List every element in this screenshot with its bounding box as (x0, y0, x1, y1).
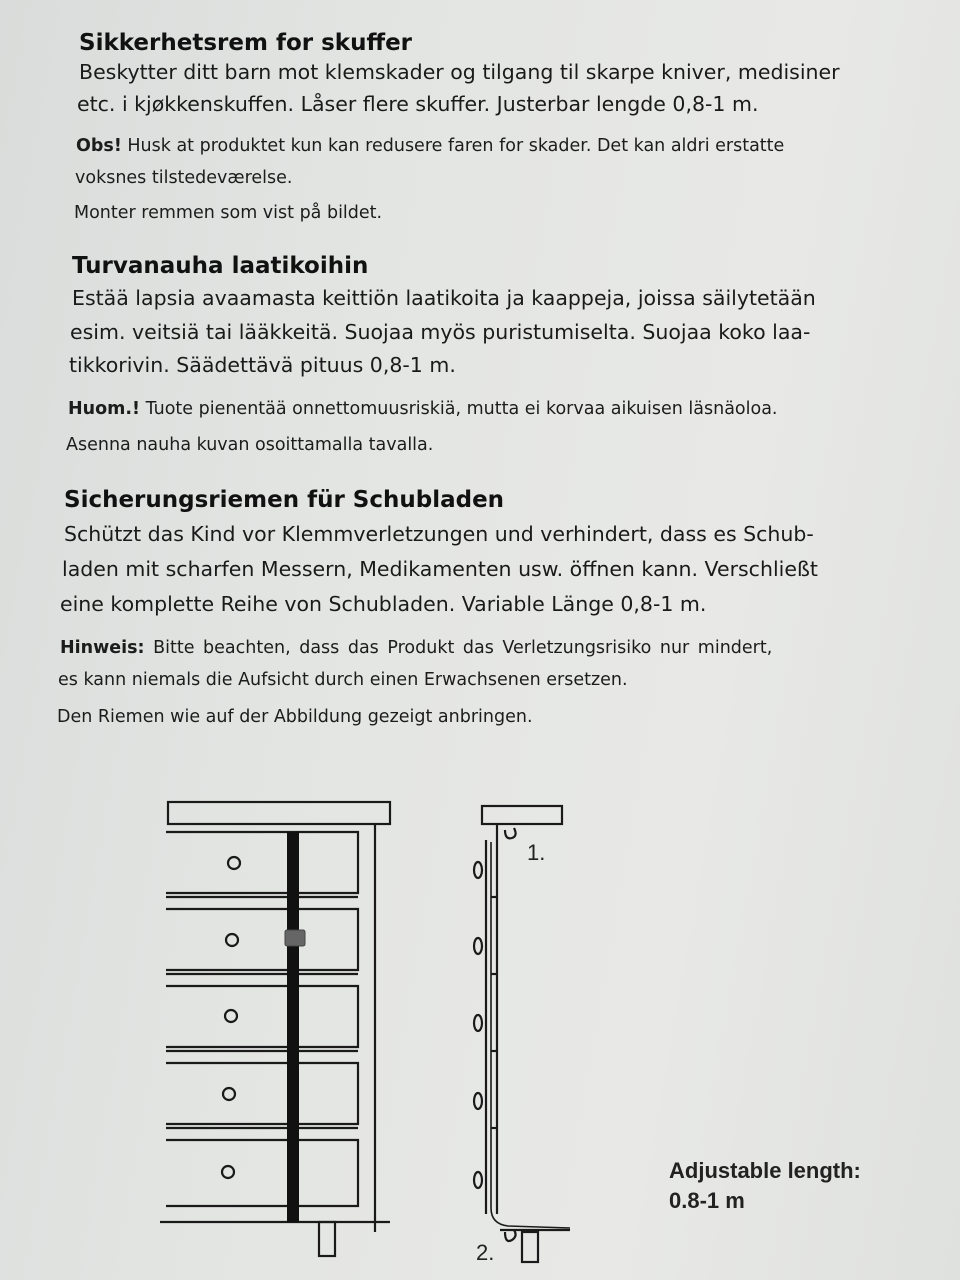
side-strap (491, 842, 570, 1228)
section-body-line: Estää lapsia avaamasta keittiön laatikoita ja kaappeja, joissa säilytetään (72, 286, 816, 310)
note-label: Huom.! (68, 399, 140, 419)
step-one-label: 1. (527, 840, 546, 865)
step-two-label: 2. (476, 1240, 495, 1265)
cabinet-foot (319, 1222, 335, 1256)
note-text: Husk at produktet kun kan redusere faren for skader. Det kan aldri erstatte (127, 136, 785, 156)
strap-buckle (285, 930, 305, 946)
mount-instruction: Monter remmen som vist på bildet. (74, 203, 383, 223)
note-label: Hinweis: (60, 638, 145, 658)
drawer-knob (226, 934, 238, 946)
drawer-knob (225, 1010, 237, 1022)
note-text-continued: es kann niemals die Aufsicht durch einen Erwachsenen ersetzen. (58, 670, 628, 690)
side-foot (522, 1232, 538, 1262)
drawer-front (166, 986, 358, 1047)
adjustable-length-label: Adjustable length: (669, 1158, 861, 1183)
strap-hook-bottom (505, 1230, 516, 1241)
cabinet-side-view (474, 806, 570, 1262)
section-body-line: Beskytter ditt barn mot klemskader og tilgang til skarpe kniver, medisiner (79, 60, 840, 84)
section-body-line: esim. veitsiä tai lääkkeitä. Suojaa myös puristumiselta. Suojaa koko laa- (70, 320, 811, 344)
drawer-front (166, 832, 358, 893)
section-body-line: Schützt das Kind vor Klemmverletzungen und verhindert, dass es Schub- (64, 522, 814, 546)
drawer-front (166, 1140, 358, 1206)
drawer-front (166, 909, 358, 970)
section-heading-german: Sicherungsriemen für Schubladen (64, 487, 505, 513)
section-heading-norwegian: Sikkerhetsrem for skuffer (79, 30, 413, 56)
section-body-line: eine komplette Reihe von Schubladen. Variable Länge 0,8-1 m. (60, 592, 707, 616)
mount-instruction: Asenna nauha kuvan osoittamalla tavalla. (66, 435, 434, 455)
mount-instruction: Den Riemen wie auf der Abbildung gezeigt anbringen. (57, 707, 533, 727)
strap-hook-top (505, 828, 516, 838)
note-text: Bitte beachten, dass das Produkt das Verletzungsrisiko nur mindert, (153, 638, 773, 658)
note-text-continued: voksnes tilstedeværelse. (75, 168, 293, 188)
section-body-line: laden mit scharfen Messern, Medikamenten usw. öffnen kann. Verschließt (62, 557, 818, 581)
drawer-knob (228, 857, 240, 869)
drawer-knob (222, 1166, 234, 1178)
safety-strap (287, 832, 299, 1222)
drawer-front (166, 1063, 358, 1124)
cabinet-top (168, 802, 390, 824)
section-body-line: tikkorivin. Säädettävä pituus 0,8-1 m. (69, 353, 456, 377)
note-label: Obs! (76, 136, 122, 156)
section-heading-finnish: Turvanauha laatikoihin (72, 253, 369, 279)
side-top (482, 806, 562, 824)
section-body-line: etc. i kjøkkenskuffen. Låser flere skuffer. Justerbar lengde 0,8-1 m. (77, 92, 759, 116)
note-text: Tuote pienentää onnettomuusriskiä, mutta ei korvaa aikuisen läsnäoloa. (145, 399, 778, 419)
drawer-knob (223, 1088, 235, 1100)
adjustable-length-value: 0.8-1 m (669, 1188, 745, 1213)
cabinet-front-view (160, 802, 390, 1256)
